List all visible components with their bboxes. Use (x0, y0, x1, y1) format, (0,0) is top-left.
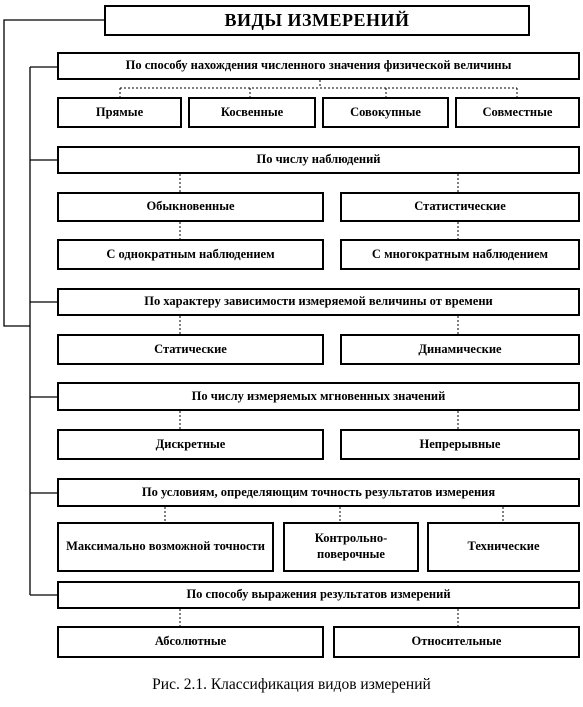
type-technical: Технические (427, 522, 580, 572)
figure-caption: Рис. 2.1. Классификация видов измерений (152, 676, 431, 693)
type-indirect: Косвенные (188, 97, 316, 128)
type-single-observation: С однократным наблюдением (57, 239, 324, 270)
category-method-of-finding-value: По способу нахождения численного значения физической величины (57, 52, 580, 80)
type-static: Статические (57, 334, 324, 365)
type-max-accuracy: Максимально возможной точности (57, 522, 274, 572)
type-ordinary: Обыкновенные (57, 192, 324, 222)
diagram-title: ВИДЫ ИЗМЕРЕНИЙ (104, 5, 530, 36)
category-time-dependence: По характеру зависимости измеряемой величины от времени (57, 288, 580, 316)
type-multiple-observation: С многократным наблюдением (340, 239, 580, 270)
category-accuracy-conditions: По условиям, определяющим точность результатов измерения (57, 478, 580, 507)
type-dynamic: Динамические (340, 334, 580, 365)
type-absolute: Абсолютные (57, 626, 324, 658)
category-instantaneous-values: По числу измеряемых мгновенных значений (57, 382, 580, 411)
type-continuous: Непрерывные (340, 429, 580, 460)
category-expression-of-results: По способу выражения результатов измерений (57, 581, 580, 609)
type-relative: Относительные (333, 626, 580, 658)
category-number-of-observations: По числу наблюдений (57, 146, 580, 174)
type-direct: Прямые (57, 97, 182, 128)
type-discrete: Дискретные (57, 429, 324, 460)
type-joint: Совместные (455, 97, 580, 128)
type-control-verification: Контрольно-поверочные (283, 522, 419, 572)
type-cumulative: Совокупные (322, 97, 449, 128)
type-statistical: Статистические (340, 192, 580, 222)
